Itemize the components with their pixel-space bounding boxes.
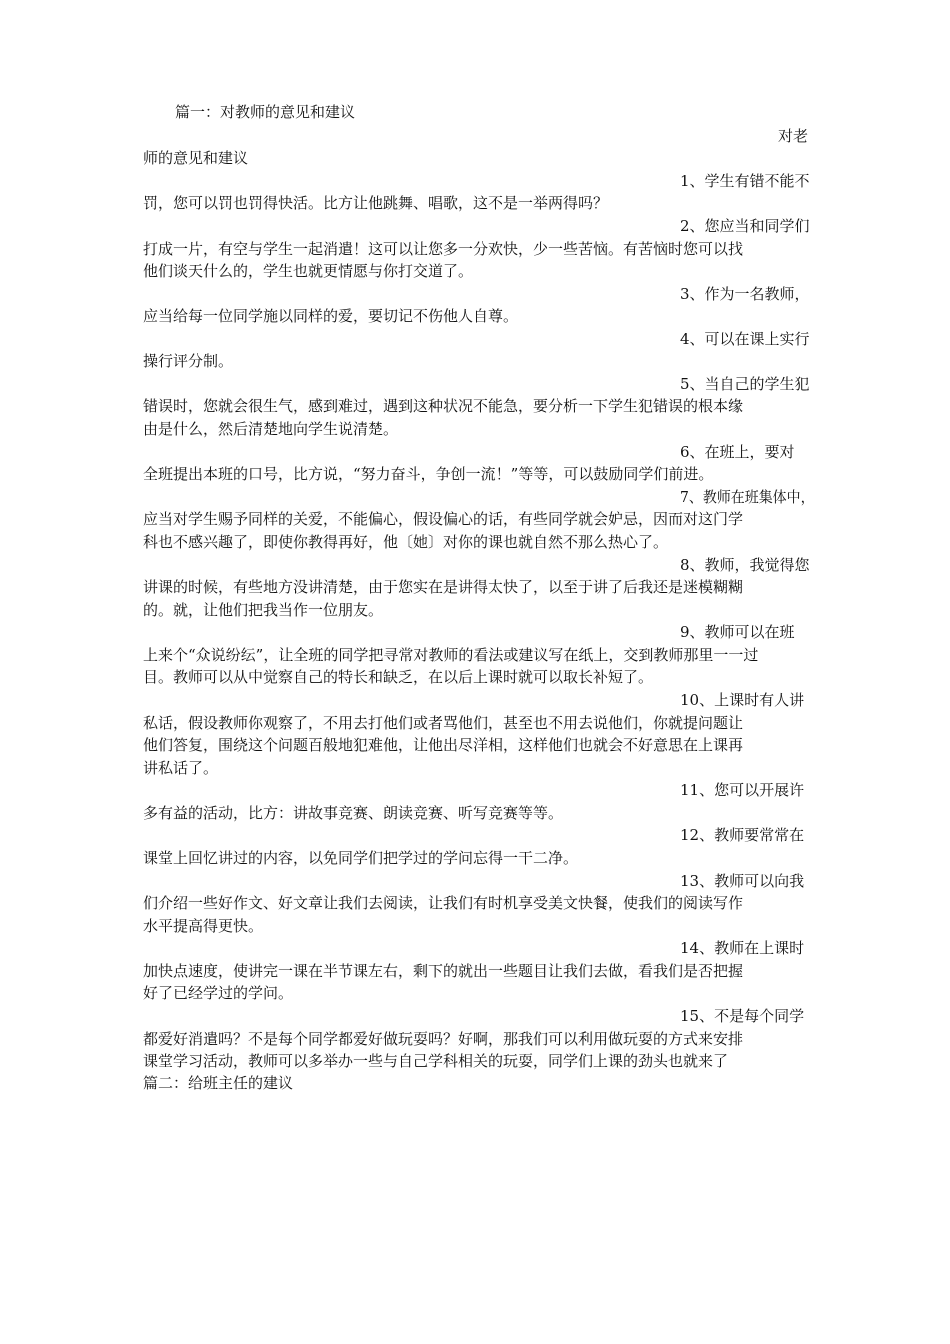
item-6-line-1: 全班提出本班的口号，比方说，“努力奋斗，争创一流！”等等，可以鼓励同学们前进。 xyxy=(143,465,714,483)
item-10-line-2: 他们答复，围绕这个问题百般地犯难他，让他出尽洋相，这样他们也就会不好意思在上课再 xyxy=(143,736,744,754)
item-5-line-1: 错误时，您就会很生气，感到难过，遇到这种状况不能急，要分析一下学生犯错误的根本缘 xyxy=(143,397,744,415)
item-3-line-1: 应当给每一位同学施以同样的爱，要切记不伤他人自尊。 xyxy=(143,307,519,325)
item-3-head: 3、作为一名教师， xyxy=(680,285,810,303)
item-10-line-1: 私话，假设教师你观察了，不用去打他们或者骂他们，甚至也不用去说他们，你就提问题让 xyxy=(143,714,744,732)
item-1-line-1: 罚，您可以罚也罚得快活。比方让他跳舞、唱歌，这不是一举两得吗？ xyxy=(143,194,609,212)
item-6-head: 6、在班上，要对 xyxy=(680,443,795,461)
item-5-head: 5、当自己的学生犯 xyxy=(680,375,810,393)
item-2-line-1: 打成一片，有空与学生一起消遣！这可以让您多一分欢快，少一些苦恼。有苦恼时您可以找 xyxy=(143,240,744,258)
item-2-head: 2、您应当和同学们 xyxy=(680,217,810,235)
item-8-line-1: 讲课的时候，有些地方没讲清楚，由于您实在是讲得太快了，以至于讲了后我还是迷模糊糊 xyxy=(143,578,744,596)
item-7-line-2: 科也不感兴趣了，即使你教得再好，他〔她〕对你的课也就自然不那么热心了。 xyxy=(143,533,669,551)
item-11-line-1: 多有益的活动，比方：讲故事竞赛、朗读竞赛、听写竞赛等等。 xyxy=(143,804,564,822)
item-13-line-1: 们介绍一些好作文、好文章让我们去阅读，让我们有时机享受美文快餐，使我们的阅读写作 xyxy=(143,894,744,912)
item-5-line-2: 由是什么，然后清楚地向学生说清楚。 xyxy=(143,420,399,438)
section-title-2: 篇二：给班主任的建议 xyxy=(143,1074,294,1092)
item-13-line-2: 水平提高得更快。 xyxy=(143,917,264,935)
item-14-line-1: 加快点速度，使讲完一课在半节课左右，剩下的就出一些题目让我们去做，看我们是否把握 xyxy=(143,962,744,980)
item-15-head: 15、不是每个同学 xyxy=(680,1007,805,1025)
item-12-head: 12、教师要常常在 xyxy=(680,826,805,844)
item-9-line-2: 目。教师可以从中觉察自己的特长和缺乏，在以后上课时就可以取长补短了。 xyxy=(143,668,654,686)
item-15-line-1: 都爱好消遣吗？不是每个同学都爱好做玩耍吗？好啊，那我们可以利用做玩耍的方式来安排 xyxy=(143,1030,744,1048)
item-2-line-2: 他们谈天什么的，学生也就更情愿与你打交道了。 xyxy=(143,262,474,280)
subtitle-part-b: 师的意见和建议 xyxy=(143,149,249,167)
item-12-line-1: 课堂上回忆讲过的内容，以免同学们把学过的学问忘得一干二净。 xyxy=(143,849,579,867)
item-14-line-2: 好了已经学过的学问。 xyxy=(143,984,294,1002)
item-11-head: 11、您可以开展许 xyxy=(680,781,805,799)
item-8-head: 8、教师，我觉得您 xyxy=(680,556,810,574)
item-10-head: 10、上课时有人讲 xyxy=(680,691,805,709)
item-15-line-2: 课堂学习活动，教师可以多举办一些与自己学科相关的玩耍，同学们上课的劲头也就来了 xyxy=(143,1052,729,1070)
subtitle-part-a: 对老 xyxy=(778,127,809,145)
section-title-1: 篇一：对教师的意见和建议 xyxy=(175,103,356,121)
item-8-line-2: 的。就，让他们把我当作一位朋友。 xyxy=(143,601,384,619)
item-4-head: 4、可以在课上实行 xyxy=(680,330,810,348)
item-7-head: 7、教师在班集体中， xyxy=(680,488,815,506)
item-7-line-1: 应当对学生赐予同样的关爱，不能偏心，假设偏心的话，有些同学就会妒忌，因而对这门学 xyxy=(143,510,744,528)
item-10-line-3: 讲私话了。 xyxy=(143,759,219,777)
item-9-head: 9、教师可以在班 xyxy=(680,623,795,641)
item-14-head: 14、教师在上课时 xyxy=(680,939,805,957)
item-13-head: 13、教师可以向我 xyxy=(680,872,805,890)
item-1-head: 1、学生有错不能不 xyxy=(680,172,810,190)
item-9-line-1: 上来个“众说纷纭”，让全班的同学把寻常对教师的看法或建议写在纸上，交到教师那里一一过 xyxy=(143,646,759,664)
item-4-line-1: 操行评分制。 xyxy=(143,352,234,370)
